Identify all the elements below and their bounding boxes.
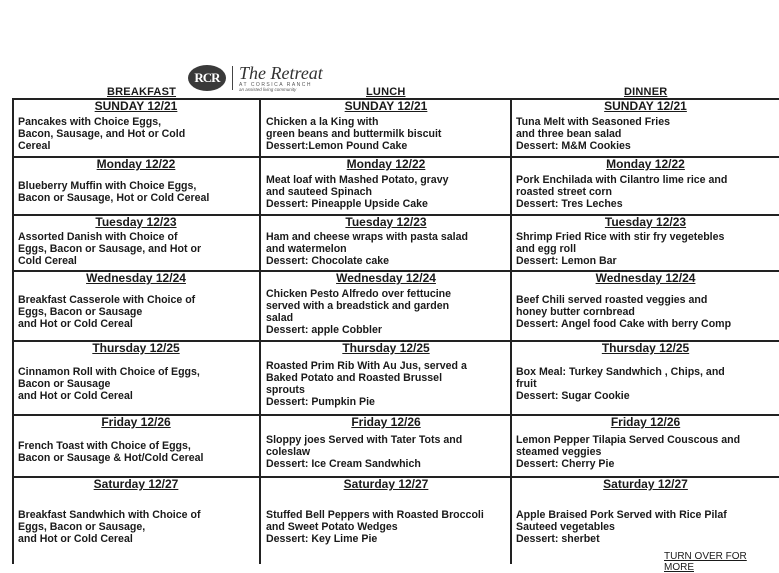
meal-text-line: Dessert: Pineapple Upside Cake bbox=[266, 198, 428, 211]
meal-text-line: Cinnamon Roll with Choice of Eggs, bbox=[18, 365, 200, 378]
meal-text-line: Dessert: Pumpkin Pie bbox=[266, 396, 375, 409]
dinner-cell bbox=[512, 342, 779, 413]
meal-text-line: Bacon, Sausage, and Hot or Cold bbox=[18, 127, 186, 140]
meal-text-line: Dessert: Chocolate cake bbox=[266, 255, 390, 268]
day-heading: Wednesday 12/24 bbox=[595, 272, 696, 285]
meal-text-line: Dessert: Lemon Bar bbox=[516, 255, 617, 268]
meal-text-line: Apple Braised Pork Served with Rice Pilaf bbox=[516, 508, 727, 521]
meal-text-line: Dessert: Ice Cream Sandwhich bbox=[266, 458, 421, 471]
logo-text bbox=[239, 64, 323, 93]
meal-text-line: fruit bbox=[516, 377, 537, 390]
lunch-header: LUNCH bbox=[366, 86, 406, 98]
day-heading: SUNDAY 12/21 bbox=[94, 100, 178, 113]
meal-text-line: Ham and cheese wraps with pasta salad bbox=[266, 230, 468, 243]
meal-text-line: and Hot or Cold Cereal bbox=[18, 390, 133, 403]
meal-text-line: Shrimp Fried Rice with stir fry vegetebles bbox=[516, 230, 725, 243]
day-heading: Wednesday 12/24 bbox=[336, 272, 436, 285]
meal-text-line: Dessert: sherbet bbox=[516, 533, 600, 546]
day-heading: Thursday 12/25 bbox=[342, 342, 430, 355]
meal-text-line: Dessert:Lemon Pound Cake bbox=[266, 140, 408, 153]
day-heading: Friday 12/26 bbox=[351, 416, 421, 429]
day-heading: Thursday 12/25 bbox=[92, 342, 180, 355]
meal-text-line: French Toast with Choice of Eggs, bbox=[18, 439, 191, 452]
meal-text-line: Tuna Melt with Seasoned Fries bbox=[516, 115, 671, 128]
meal-text-line: Eggs, Bacon or Sausage bbox=[18, 305, 143, 318]
logo-seal: RCR bbox=[188, 65, 226, 91]
meal-text-line: Sauteed vegetables bbox=[516, 520, 615, 533]
meal-text-line: Baked Potato and Roasted Brussel bbox=[266, 371, 443, 384]
lunch-cell bbox=[262, 216, 510, 269]
day-heading: Saturday 12/27 bbox=[93, 478, 179, 491]
meal-text-line: Bacon or Sausage bbox=[18, 377, 111, 390]
breakfast-cell bbox=[14, 342, 258, 413]
logo-subtitle: AT CORSICA RANCH bbox=[239, 81, 312, 88]
lunch-cell bbox=[262, 478, 510, 563]
meal-text-line: and three bean salad bbox=[516, 127, 622, 140]
breakfast-header: BREAKFAST bbox=[107, 86, 177, 98]
dinner-cell bbox=[512, 100, 779, 155]
breakfast-cell bbox=[14, 100, 258, 155]
meal-text-line: Box Meal: Turkey Sandwhich , Chips, and bbox=[516, 365, 725, 378]
meal-text-line: sprouts bbox=[266, 384, 305, 396]
meal-text-line: Chicken a la King with bbox=[266, 115, 379, 128]
meal-text-line: Dessert: Key Lime Pie bbox=[266, 533, 378, 546]
lunch-cell bbox=[262, 158, 510, 213]
meal-text-line: Breakfast Casserole with Choice of bbox=[18, 293, 196, 306]
dinner-cell bbox=[512, 272, 779, 339]
breakfast-cell bbox=[14, 272, 258, 339]
meal-text-line: Beef Chili served roasted veggies and bbox=[516, 293, 708, 306]
meal-text-line: Pancakes with Choice Eggs, bbox=[18, 115, 162, 128]
day-heading: SUNDAY 12/21 bbox=[344, 100, 428, 113]
meal-text-line: honey butter cornbread bbox=[516, 305, 635, 318]
meal-text-line: Bacon or Sausage, Hot or Cold Cereal bbox=[18, 192, 210, 204]
breakfast-cell bbox=[14, 478, 258, 563]
breakfast-cell bbox=[14, 416, 258, 475]
meal-text-line: Eggs, Bacon or Sausage, and Hot or bbox=[18, 242, 202, 255]
day-heading: Friday 12/26 bbox=[101, 416, 171, 429]
meal-text-line: Blueberry Muffin with Choice Eggs, bbox=[18, 179, 197, 192]
lunch-cell bbox=[262, 272, 510, 339]
day-heading: Tuesday 12/23 bbox=[604, 216, 687, 229]
meal-text-line: Pork Enchilada with Cilantro lime rice and bbox=[516, 173, 728, 186]
meal-text-line: Roasted Prim Rib With Au Jus, served a bbox=[266, 359, 467, 372]
day-heading: Saturday 12/27 bbox=[603, 478, 688, 491]
dinner-cell bbox=[512, 216, 779, 269]
meal-text-line: Lemon Pepper Tilapia Served Couscous and bbox=[516, 433, 741, 446]
meal-text-line: and sauteed Spinach bbox=[266, 185, 372, 198]
meal-text-line: coleslaw bbox=[266, 445, 311, 458]
dinner-header: DINNER bbox=[624, 86, 668, 98]
logo-divider bbox=[232, 66, 233, 90]
meal-text-line: steamed veggies bbox=[516, 445, 602, 458]
meal-text-line: roasted street corn bbox=[516, 185, 612, 198]
day-heading: Wednesday 12/24 bbox=[86, 272, 186, 285]
logo-name: The Retreat bbox=[239, 62, 323, 83]
meal-text-line: Assorted Danish with Choice of bbox=[18, 230, 178, 243]
meal-text-line: Dessert: apple Cobbler bbox=[266, 324, 382, 337]
lunch-cell bbox=[262, 342, 510, 413]
breakfast-cell bbox=[14, 158, 258, 213]
day-heading: Monday 12/22 bbox=[96, 158, 176, 171]
logo bbox=[188, 63, 323, 93]
turn-over-note: TURN OVER FOR MORE bbox=[664, 551, 747, 573]
meal-text-line: and Hot or Cold Cereal bbox=[18, 318, 133, 331]
day-heading: SUNDAY 12/21 bbox=[604, 100, 687, 113]
day-heading: Saturday 12/27 bbox=[343, 478, 429, 491]
meal-text-line: and egg roll bbox=[516, 242, 577, 255]
meal-text-line: Cereal bbox=[18, 140, 51, 153]
lunch-cell bbox=[262, 416, 510, 475]
dinner-cell bbox=[512, 158, 779, 213]
dinner-cell bbox=[512, 416, 779, 475]
logo-tagline: an assisted living community bbox=[239, 86, 297, 92]
day-heading: Monday 12/22 bbox=[606, 158, 685, 171]
day-heading: Thursday 12/25 bbox=[601, 342, 690, 355]
meal-text-line: Eggs, Bacon or Sausage, bbox=[18, 520, 146, 533]
meal-text-line: and Sweet Potato Wedges bbox=[266, 520, 398, 533]
day-heading: Friday 12/26 bbox=[610, 416, 681, 429]
meal-text-line: Dessert: M&M Cookies bbox=[516, 140, 631, 153]
meal-text-line: Chicken Pesto Alfredo over fettucine bbox=[266, 287, 452, 300]
day-heading: Tuesday 12/23 bbox=[345, 216, 427, 229]
meal-text-line: Sloppy joes Served with Tater Tots and bbox=[266, 433, 463, 446]
day-heading: Tuesday 12/23 bbox=[95, 216, 177, 229]
meal-text-line: and Hot or Cold Cereal bbox=[18, 533, 133, 546]
meal-text-line: Bacon or Sausage & Hot/Cold Cereal bbox=[18, 452, 204, 464]
meal-text-line: Dessert: Cherry Pie bbox=[516, 458, 615, 471]
meal-text-line: Dessert: Sugar Cookie bbox=[516, 390, 630, 403]
meal-text-line: served with a breadstick and garden bbox=[266, 299, 450, 312]
meal-text-line: Meat loaf with Mashed Potato, gravy bbox=[266, 173, 449, 186]
meal-text-line: Stuffed Bell Peppers with Roasted Broccoli bbox=[266, 508, 484, 521]
day-heading: Monday 12/22 bbox=[346, 158, 426, 171]
meal-text-line: Breakfast Sandwhich with Choice of bbox=[18, 508, 201, 521]
meal-text-line: and watermelon bbox=[266, 242, 347, 255]
lunch-cell bbox=[262, 100, 510, 155]
meal-text-line: Cold Cereal bbox=[18, 255, 77, 268]
meal-text-line: Dessert: Angel food Cake with berry Comp bbox=[516, 318, 732, 331]
column-divider bbox=[259, 98, 261, 564]
breakfast-cell bbox=[14, 216, 258, 269]
meal-text-line: green beans and buttermilk biscuit bbox=[266, 127, 442, 140]
meal-text-line: salad bbox=[266, 312, 294, 324]
meal-text-line: Dessert: Tres Leches bbox=[516, 198, 623, 211]
